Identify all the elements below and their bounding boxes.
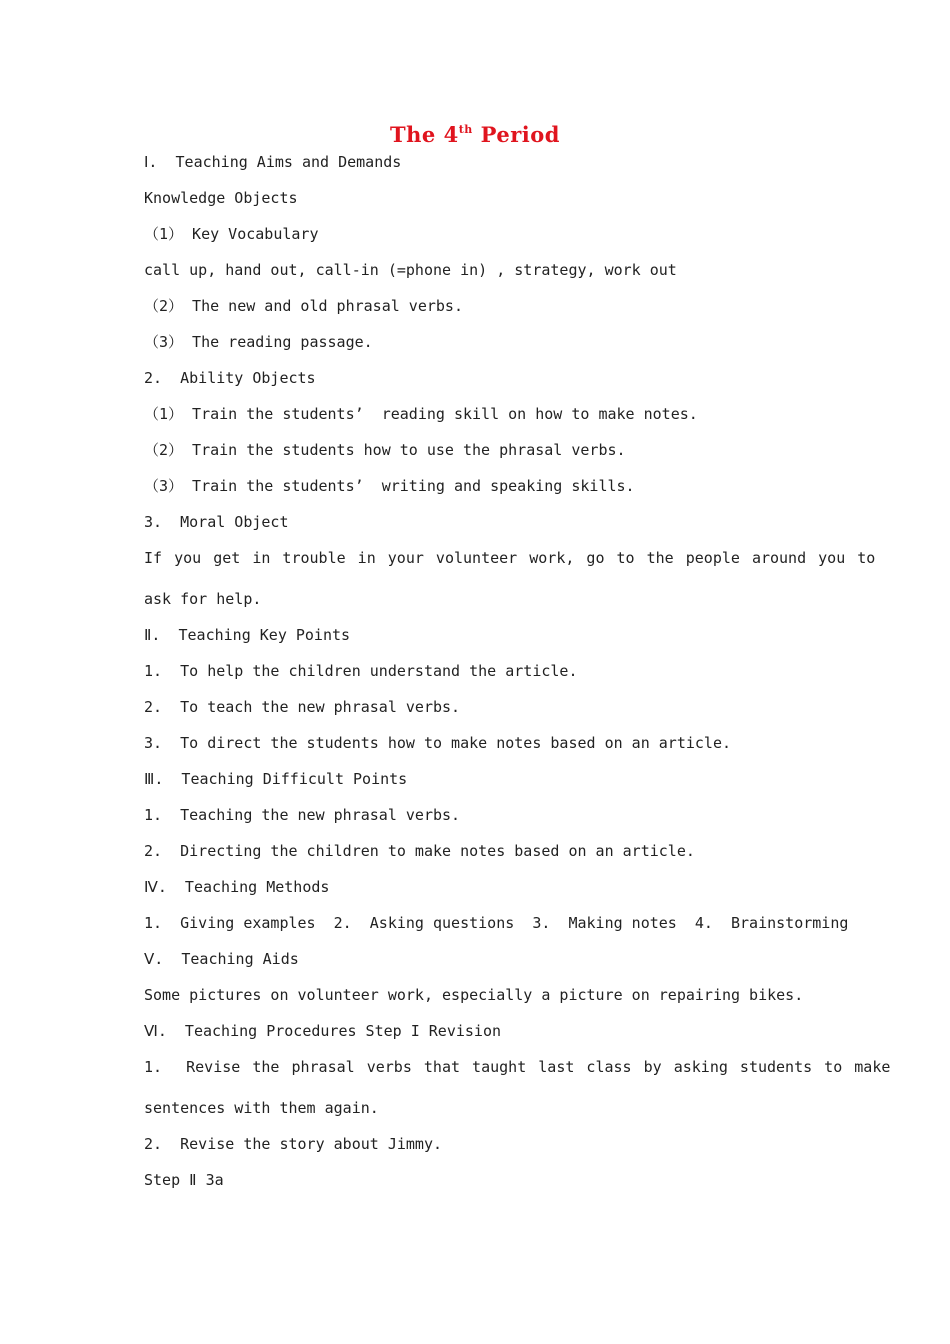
subheading-ability: 2. Ability Objects [144, 369, 316, 387]
list-item: 2. To teach the new phrasal verbs. [144, 698, 461, 716]
paragraph-line: Some pictures on volunteer work, especially a picture on repairing bikes. [144, 986, 804, 1004]
vocabulary-line: call up, hand out, call-in (=phone in) , strategy, work out [144, 261, 677, 279]
list-item: （1） Train the students’ reading skill on how to make notes. [144, 405, 698, 423]
section-heading-procedures: Ⅵ. Teaching Procedures Step I Revision [144, 1022, 502, 1040]
section-heading-methods: Ⅳ. Teaching Methods [144, 878, 330, 896]
section-heading-aids: Ⅴ. Teaching Aids [144, 950, 299, 968]
title-suffix: Period [472, 122, 560, 147]
title-superscript: th [458, 123, 473, 136]
list-item: （3） Train the students’ writing and speaking skills. [144, 477, 635, 495]
section-heading-difficult-points: Ⅲ. Teaching Difficult Points [144, 770, 408, 788]
methods-line: 1. Giving examples 2. Asking questions 3. Making notes 4. Brainstorming [144, 914, 849, 932]
document-title [0, 122, 950, 147]
list-item: 1. Teaching the new phrasal verbs. [144, 806, 461, 824]
paragraph-line: If you get in trouble in your volunteer work, go to the people around you to [144, 549, 876, 567]
section-heading-key-points: Ⅱ. Teaching Key Points [144, 626, 351, 644]
title-prefix: The 4 [390, 122, 459, 147]
list-item: （2） Train the students how to use the phrasal verbs. [144, 441, 626, 459]
subheading-moral: 3. Moral Object [144, 513, 289, 531]
subheading-knowledge: Knowledge Objects [144, 189, 298, 207]
list-item: 2. Directing the children to make notes based on an article. [144, 842, 695, 860]
list-item: 1. To help the children understand the article. [144, 662, 578, 680]
list-item: （3） The reading passage. [144, 333, 373, 351]
list-item: 1. Revise the phrasal verbs that taught last class by asking students to make [144, 1058, 891, 1076]
section-heading-aims: Ⅰ. Teaching Aims and Demands [144, 153, 402, 171]
paragraph-line: sentences with them again. [144, 1099, 379, 1117]
list-item: （2） The new and old phrasal verbs. [144, 297, 463, 315]
list-item: 3. To direct the students how to make notes based on an article. [144, 734, 731, 752]
list-item: 2. Revise the story about Jimmy. [144, 1135, 443, 1153]
list-item: （1） Key Vocabulary [144, 225, 319, 243]
paragraph-line: ask for help. [144, 590, 262, 608]
step-heading: Step Ⅱ 3a [144, 1171, 224, 1189]
